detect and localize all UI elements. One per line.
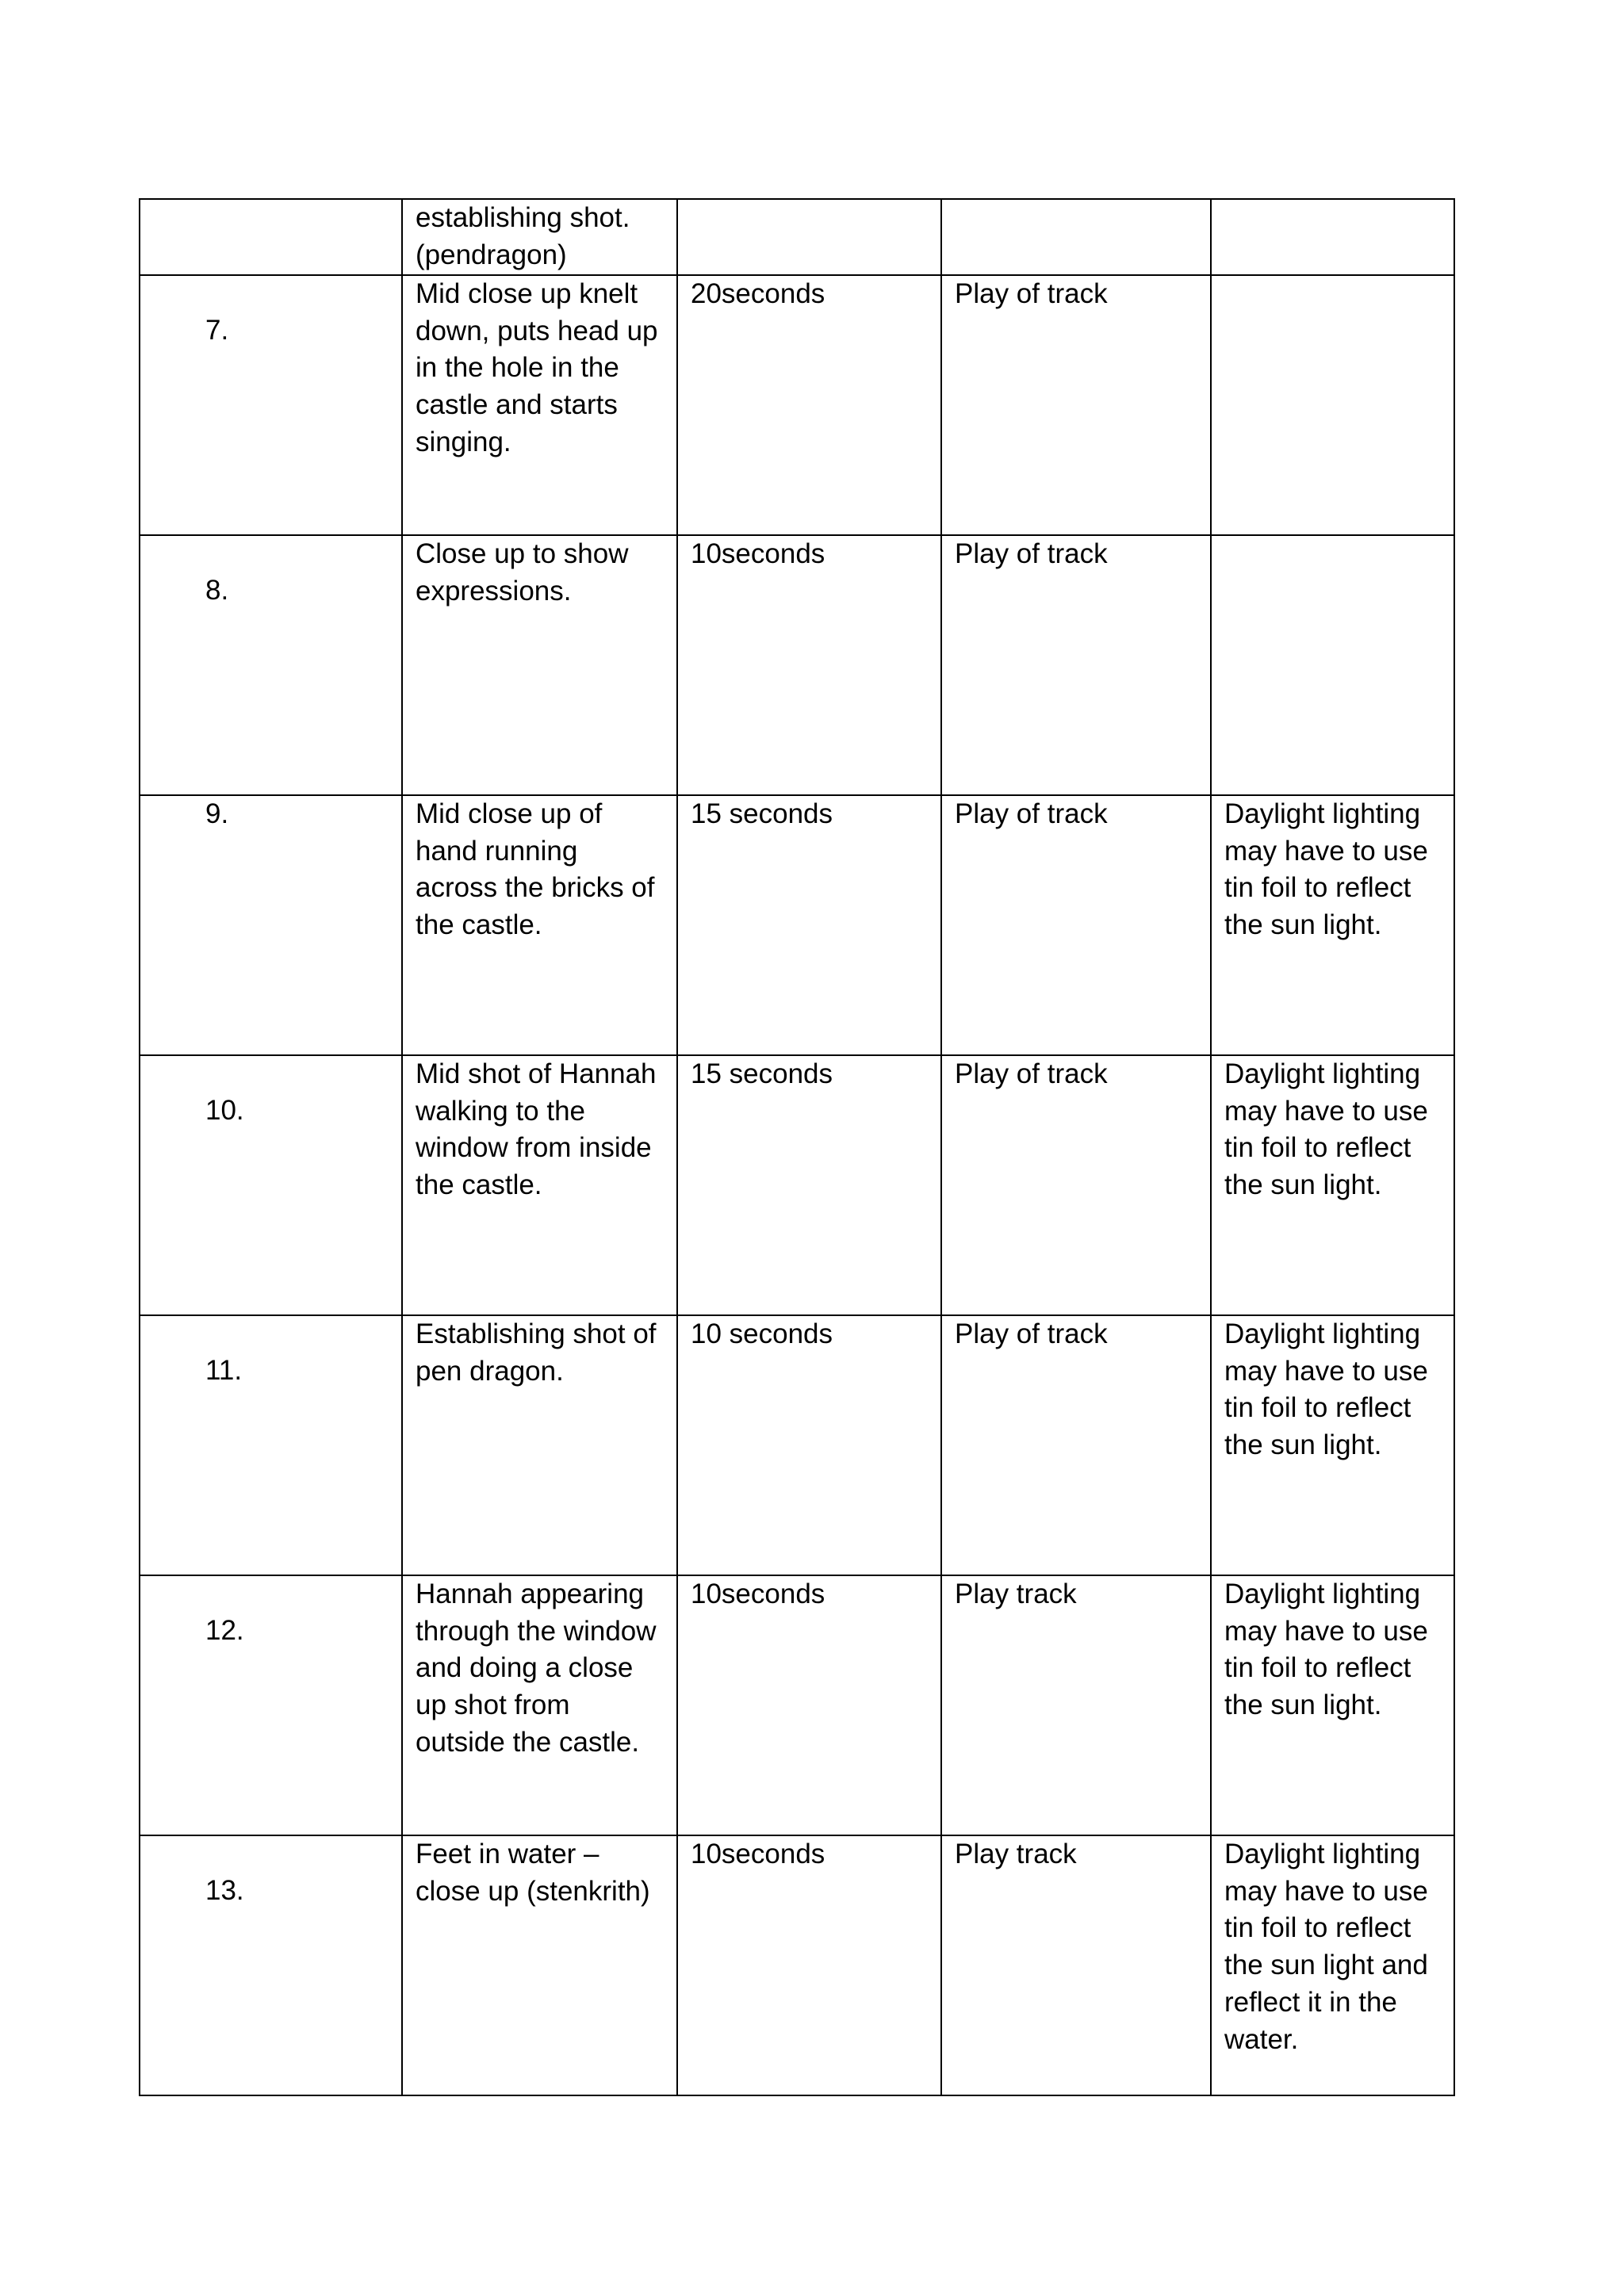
table-row — [140, 795, 1454, 1055]
table-row — [140, 535, 1454, 795]
table-row — [140, 1835, 1454, 2095]
shot-audio-cell: Play of track — [941, 1315, 1211, 1575]
table-row — [140, 1575, 1454, 1835]
shot-description-cell: Hannah appearing through the window and doing a close up shot from outside the castle. — [402, 1575, 677, 1835]
shot-number: 11. — [205, 1355, 243, 1386]
shot-audio-cell: Play of track — [941, 1055, 1211, 1315]
shot-description-cell: Feet in water – close up (stenkrith) — [402, 1835, 677, 2095]
table-row — [140, 275, 1454, 535]
shot-description-cell: Mid shot of Hannah walking to the window from inside the castle. — [402, 1055, 677, 1315]
shot-audio-cell: Play of track — [941, 535, 1211, 795]
shot-number-cell — [140, 1835, 402, 2095]
shot-lighting-cell: Daylight lighting may have to use tin foil to reflect the sun light and reflect it in the water. — [1211, 1835, 1454, 2095]
shot-lighting-cell: Daylight lighting may have to use tin foil to reflect the sun light. — [1211, 1315, 1454, 1575]
shot-lighting-cell: Daylight lighting may have to use tin foil to reflect the sun light. — [1211, 795, 1454, 1055]
shot-number: 13. — [205, 1875, 244, 1906]
shot-audio-cell: Play of track — [941, 275, 1211, 535]
shot-number-cell — [140, 795, 402, 1055]
shot-duration-cell: 10seconds — [677, 1835, 941, 2095]
shot-number-cell — [140, 199, 402, 275]
table-row — [140, 1315, 1454, 1575]
shot-number: 8. — [205, 575, 229, 606]
shot-duration-cell: 10seconds — [677, 535, 941, 795]
shot-number-cell — [140, 535, 402, 795]
shot-audio-cell: Play track — [941, 1835, 1211, 2095]
table-row — [140, 1055, 1454, 1315]
shot-duration-cell: 10 seconds — [677, 1315, 941, 1575]
shot-number: 7. — [205, 315, 229, 346]
shot-duration-cell: 15 seconds — [677, 1055, 941, 1315]
shot-duration-cell: 20seconds — [677, 275, 941, 535]
shot-description-cell: Mid close up of hand running across the bricks of the castle. — [402, 795, 677, 1055]
shot-description-cell: establishing shot. (pendragon) — [402, 199, 677, 275]
shot-audio-cell: Play of track — [941, 795, 1211, 1055]
shot-number-cell — [140, 275, 402, 535]
shot-description-cell: Establishing shot of pen dragon. — [402, 1315, 677, 1575]
shot-audio-cell — [941, 199, 1211, 275]
shot-description-cell: Close up to show expressions. — [402, 535, 677, 795]
shot-number-cell — [140, 1315, 402, 1575]
shot-list-table — [139, 198, 1455, 2096]
shot-lighting-cell — [1211, 275, 1454, 535]
shot-lighting-cell: Daylight lighting may have to use tin foil to reflect the sun light. — [1211, 1575, 1454, 1835]
shot-number: 12. — [205, 1615, 244, 1646]
shot-lighting-cell — [1211, 535, 1454, 795]
table-row — [140, 199, 1454, 275]
shot-lighting-cell: Daylight lighting may have to use tin foil to reflect the sun light. — [1211, 1055, 1454, 1315]
shot-lighting-cell — [1211, 199, 1454, 275]
shot-number-cell — [140, 1575, 402, 1835]
shot-number-cell — [140, 1055, 402, 1315]
shot-duration-cell: 15 seconds — [677, 795, 941, 1055]
shot-audio-cell: Play track — [941, 1575, 1211, 1835]
shot-duration-cell — [677, 199, 941, 275]
shot-number: 9. — [205, 798, 229, 829]
shot-duration-cell: 10seconds — [677, 1575, 941, 1835]
shot-description-cell: Mid close up knelt down, puts head up in the hole in the castle and starts singing. — [402, 275, 677, 535]
shot-number: 10. — [205, 1095, 244, 1126]
